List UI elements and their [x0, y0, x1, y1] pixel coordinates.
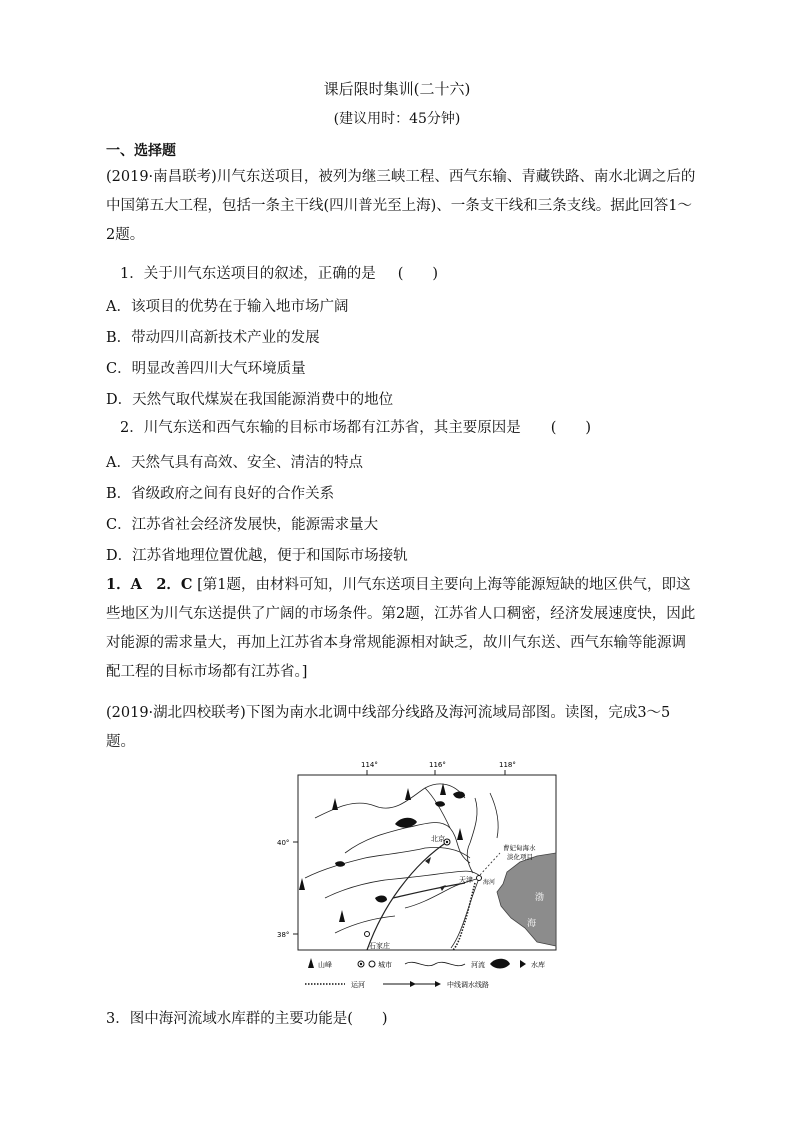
- lon-label-116: 116°: [429, 761, 446, 769]
- legend-canal: 运河: [351, 981, 365, 989]
- project-label-1: 曹妃甸海水: [503, 844, 536, 852]
- answer-text: [第1题，由材料可知，川气东送项目主要向上海等能源短缺的地区供气，即这些地区为川气东送提供了广阔的市场条件。第2题，江苏省人口稠密，经济发展速度快，因此对能源的需求量大，再加上江苏省本身常规能源相对缺乏，故川气东送、西气东输等能源调配工程的目标市场都有江苏省。]: [106, 577, 696, 680]
- legend-river-icon: [405, 962, 465, 965]
- intro-paragraph-1: (2019·南昌联考)川气东送项目，被列为继三峡工程、西气东输、青藏铁路、南水北调之后的中国第五大工程，包括一条主干线(四川普光至上海)、一条支干线和三条支线。据此回答1～2题。: [106, 169, 696, 243]
- question-2: [120, 414, 710, 443]
- question-2-stem: 2．川气东送和西气东输的目标市场都有江苏省，其主要原因是: [120, 420, 521, 436]
- shijiazhuang-label: 石家庄: [369, 942, 390, 950]
- answer-explanation: [106, 570, 696, 687]
- lon-label-114: 114°: [361, 761, 378, 769]
- option-1c: C．明显改善四川大气环境质量: [106, 361, 306, 377]
- legend-peak-icon: [308, 958, 314, 968]
- legend-reservoir: 水库: [531, 961, 545, 969]
- shijiazhuang-marker: [365, 932, 370, 937]
- map-legend: [305, 958, 545, 989]
- option-2c: C．江苏省社会经济发展快，能源需求量大: [106, 517, 379, 533]
- option-2b: B．省级政府之间有良好的合作关系: [106, 486, 335, 502]
- lat-label-40: 40°: [277, 839, 290, 847]
- question-1-stem: 1．关于川气东送项目的叙述，正确的是: [120, 266, 376, 282]
- option-2d: D．江苏省地理位置优越，便于和国际市场接轨: [106, 548, 408, 564]
- sea-label-1: 渤: [535, 893, 545, 903]
- legend-route: 中线调水线路: [447, 981, 489, 989]
- legend-peak: 山峰: [318, 961, 332, 969]
- answer-paren: ( ): [550, 420, 592, 436]
- answer-label: 1．A 2．C: [106, 576, 193, 593]
- option-2a: A．天然气具有高效、安全、清洁的特点: [106, 455, 363, 471]
- lat-label-38: 38°: [277, 931, 290, 939]
- question-1: [120, 260, 710, 289]
- haihe-label: 海河: [483, 879, 496, 886]
- answer-paren: ( ): [397, 266, 439, 282]
- tianjin-label: 天津: [459, 876, 473, 884]
- haihe-basin-map: [275, 758, 575, 1003]
- page-title: 课后限时集训(二十六): [323, 80, 471, 98]
- question-3: 3．图中海河流域水库群的主要功能是( ): [106, 1011, 388, 1027]
- sea-label-2: 海: [527, 919, 537, 929]
- tianjin-marker: [477, 876, 482, 881]
- page-subtitle: (建议用时：45分钟): [333, 111, 461, 127]
- legend-city: 城市: [378, 961, 392, 969]
- intro-paragraph-2: (2019·湖北四校联考)下图为南水北调中线部分线路及海河流域局部图。读图，完成3～5题。: [106, 705, 671, 750]
- legend-reservoir-icon: [490, 959, 510, 969]
- legend-river: 河流: [471, 961, 485, 969]
- project-label-2: 淡化项目: [507, 853, 533, 861]
- option-1d: D．天然气取代煤炭在我国能源消费中的地位: [106, 392, 394, 408]
- beijing-label: 北京: [431, 835, 445, 843]
- option-1b: B．带动四川高新技术产业的发展: [106, 330, 320, 346]
- option-1a: A．该项目的优势在于输入地市场广阔: [106, 299, 349, 315]
- lon-label-118: 118°: [499, 761, 516, 769]
- section-heading: 一、选择题: [106, 143, 176, 159]
